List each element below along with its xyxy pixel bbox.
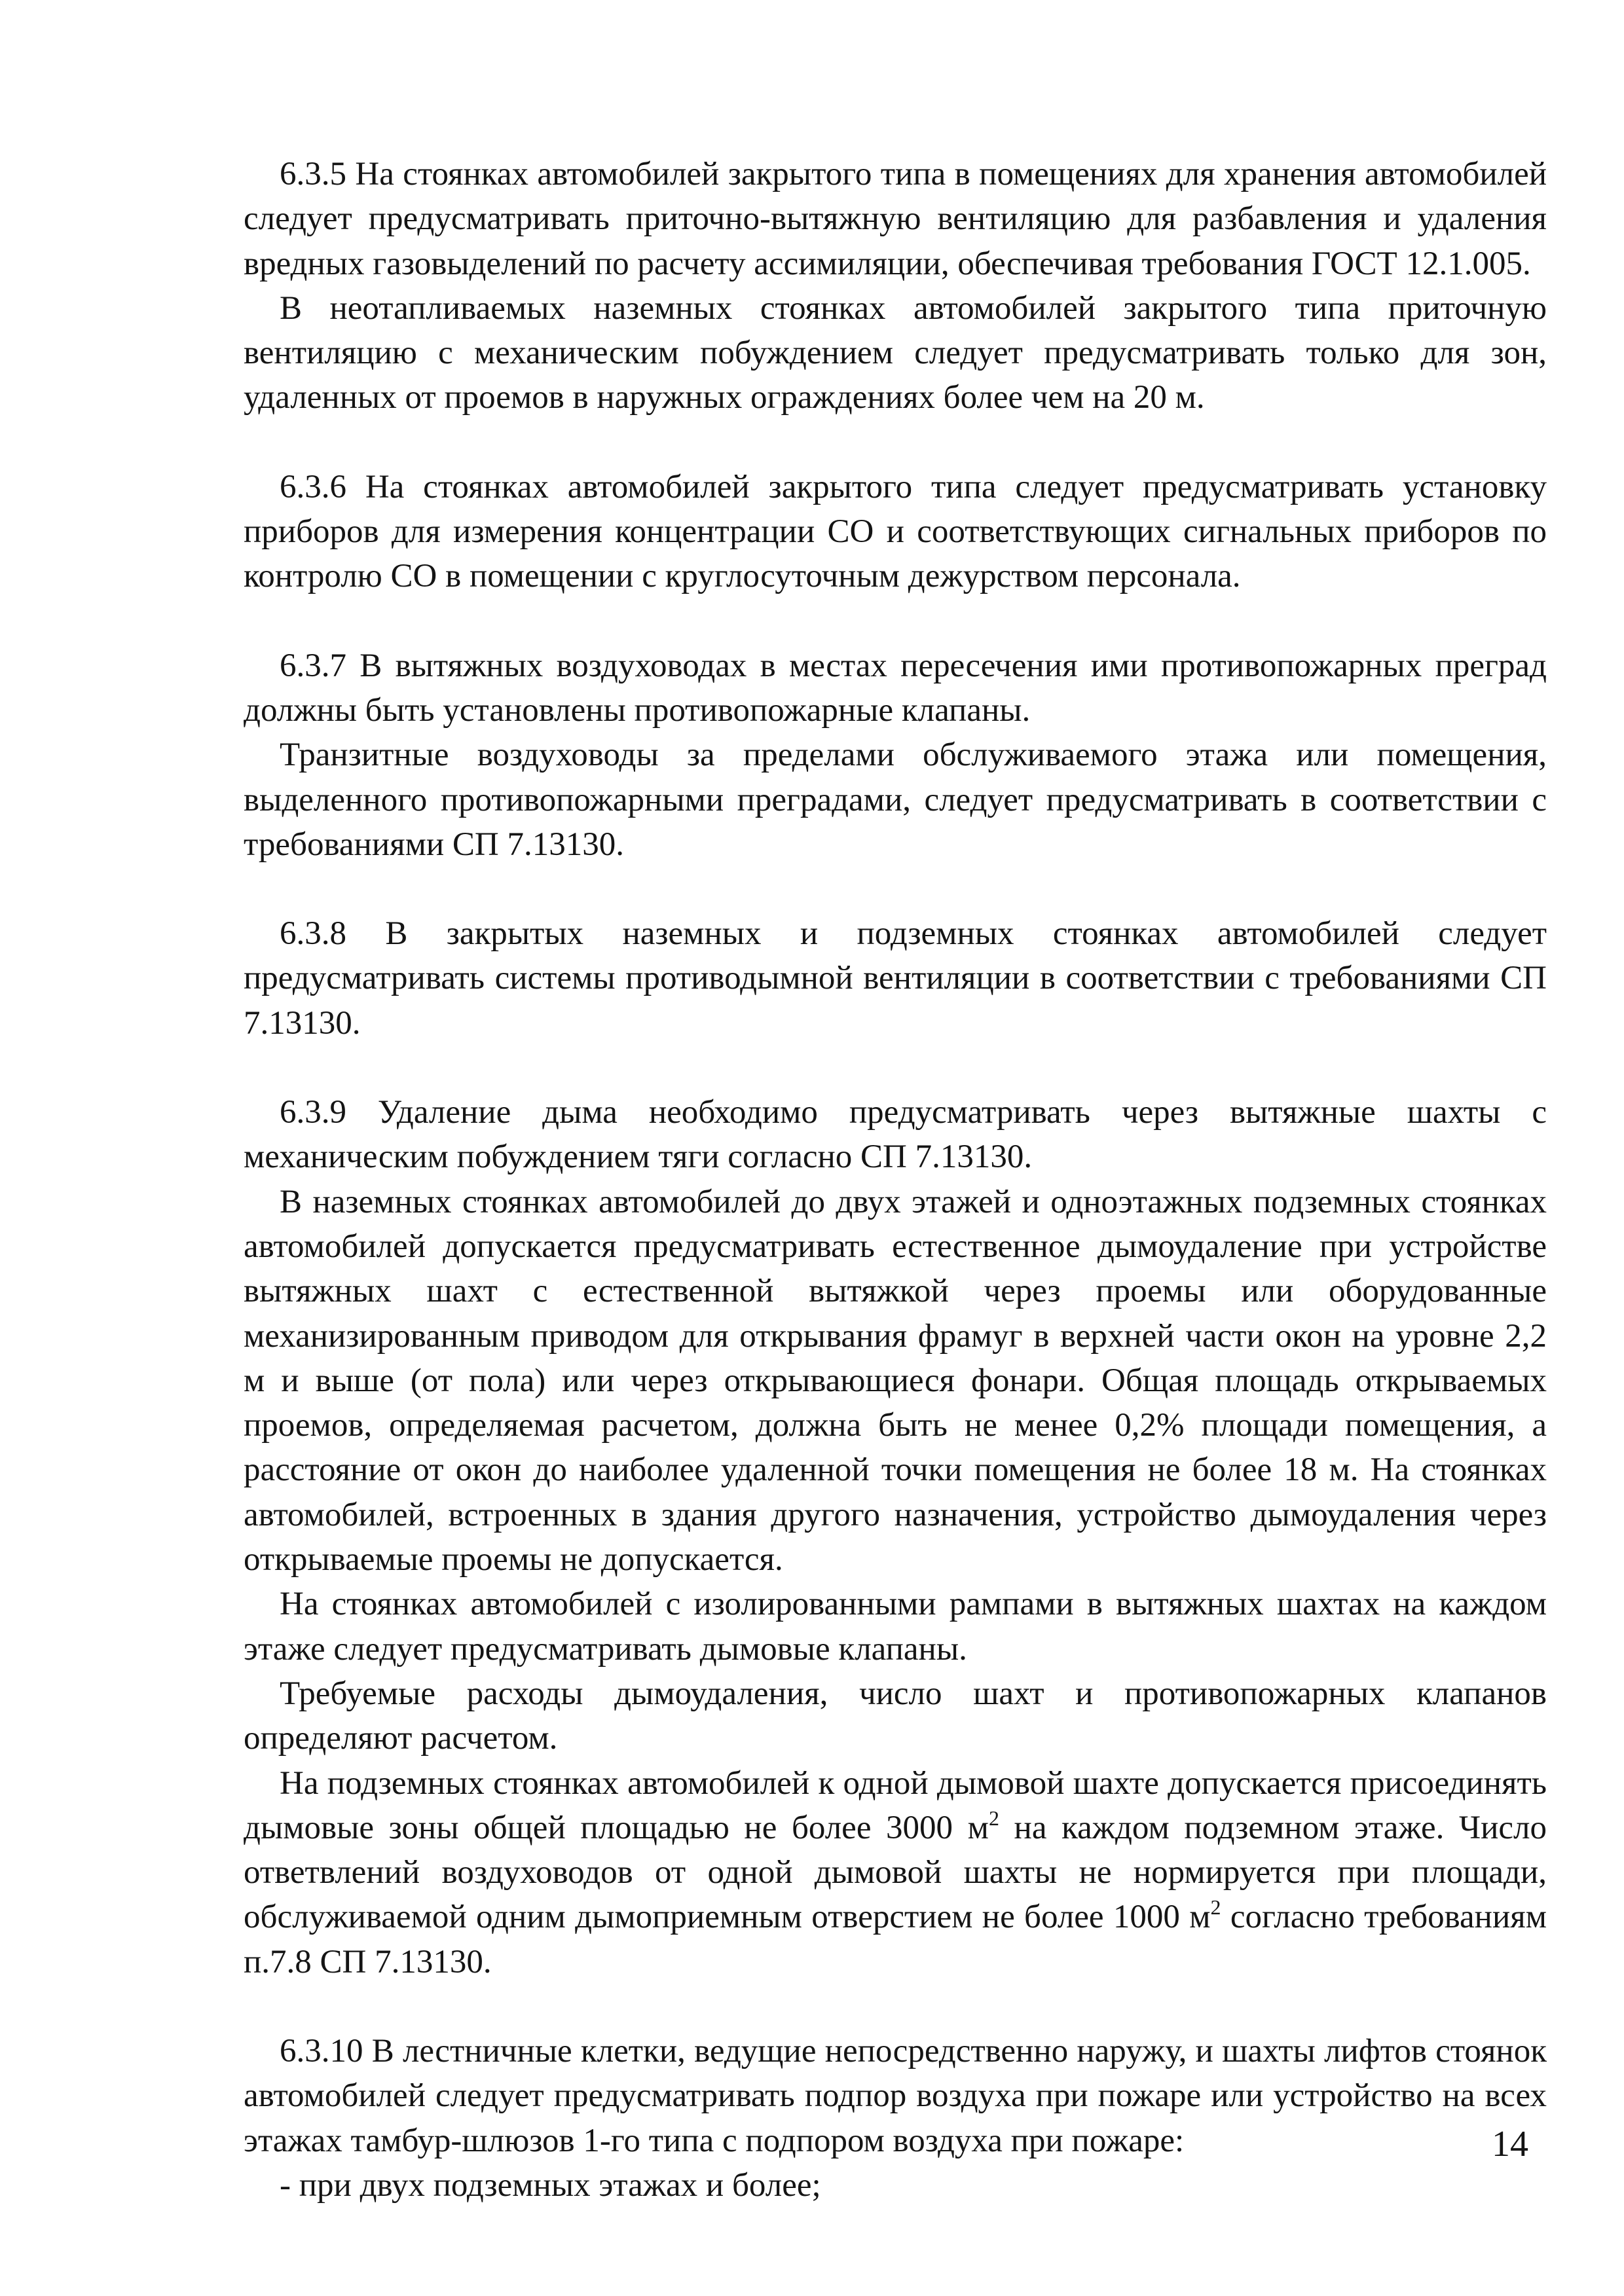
page-number: 14 bbox=[1492, 2124, 1528, 2164]
paragraph-6-3-5: 6.3.5 На стоянках автомобилей закрытого типа в помещениях для хранения автомобилей следует предусматривать приточно-вытяжную вентиляцию для разбавления и удаления вредных газовыделений по расчету ассимиляции, обеспечивая требования ГОСТ 12.1.005. bbox=[244, 156, 1547, 282]
paragraph-underground-smoke-zones bbox=[244, 1761, 1547, 1984]
paragraph-6-3-9: 6.3.9 Удаление дыма необходимо предусматривать через вытяжные шахты с механическим побуждением тяги согласно СП 7.13130. bbox=[244, 1094, 1547, 1176]
paragraph-required-flow: Требуемые расходы дымоудаления, число шахт и противопожарных клапанов определяют расчетом. bbox=[244, 1675, 1547, 1757]
paragraph-natural-smoke-removal: В наземных стоянках автомобилей до двух этажей и одноэтажных подземных стоянках автомобилей допускается предусматривать естественное дымоудаление при устройстве вытяжных шахт с естественной вытяжкой через проемы или оборудованные механизированным приводом для открывания фрамуг в верхней части окон на уровне 2,2 м и выше (от пола) или через открывающиеся фонари. Общая площадь открываемых проемов, определяемая расчетом, должна быть не менее 0,2% площади помещения, а расстояние от окон до наиболее удаленной точки помещения не более 18 м. На стоянках автомобилей, встроенных в здания другого назначения, устройство дымоудаления через открываемые проемы не допускается. bbox=[244, 1183, 1547, 1578]
paragraph-text: На подземных стоянках автомобилей к одной дымовой шахте допускается присоединять дымовые зоны общей площадью не более 3000 м bbox=[244, 1764, 1547, 1846]
paragraph-6-3-10: 6.3.10 В лестничные клетки, ведущие непосредственно наружу, и шахты лифтов стоянок автомобилей следует предусматривать подпор воздуха при пожаре или устройство на всех этажах тамбур-шлюзов 1-го типа с подпором воздуха при пожаре: bbox=[244, 2032, 1547, 2159]
paragraph-text: согласно требованиям п.7.8 СП 7.13130. bbox=[244, 1899, 1547, 1980]
paragraph-6-3-6: 6.3.6 На стоянках автомобилей закрытого типа следует предусматривать установку приборов для измерения концентрации СО и соответствующих сигнальных приборов по контролю СО в помещении с круглосуточным дежурством персонала. bbox=[244, 468, 1547, 595]
superscript: 2 bbox=[988, 1806, 999, 1830]
document-body bbox=[244, 152, 1547, 2208]
paragraph-text: на каждом подземном этаже. Число ответвлений воздуховодов от одной дымовой шахты не нормируется при площади, обслуживаемой одним дымоприемным отверстием не более 1000 м bbox=[244, 1809, 1547, 1936]
paragraph-unheated-parking: В неотапливаемых наземных стоянках автомобилей закрытого типа приточную вентиляцию с механическим побуждением следует предусматривать только для зон, удаленных от проемов в наружных ограждениях более чем на 20 м. bbox=[244, 289, 1547, 416]
paragraph-6-3-8: 6.3.8 В закрытых наземных и подземных стоянках автомобилей следует предусматривать системы противодымной вентиляции в соответствии с требованиями СП 7.13130. bbox=[244, 915, 1547, 1042]
paragraph-6-3-7: 6.3.7 В вытяжных воздуховодах в местах пересечения ими противопожарных преград должны быть установлены противопожарные клапаны. bbox=[244, 647, 1547, 729]
paragraph-transit-ducts: Транзитные воздуховоды за пределами обслуживаемого этажа или помещения, выделенного противопожарными преградами, следует предусматривать в соответствии с требованиями СП 7.13130. bbox=[244, 737, 1547, 863]
list-item: - при двух подземных этажах и более; bbox=[280, 2166, 821, 2204]
paragraph-isolated-ramps: На стоянках автомобилей с изолированными рампами в вытяжных шахтах на каждом этаже следует предусматривать дымовые клапаны. bbox=[244, 1586, 1547, 1667]
superscript: 2 bbox=[1210, 1895, 1221, 1920]
